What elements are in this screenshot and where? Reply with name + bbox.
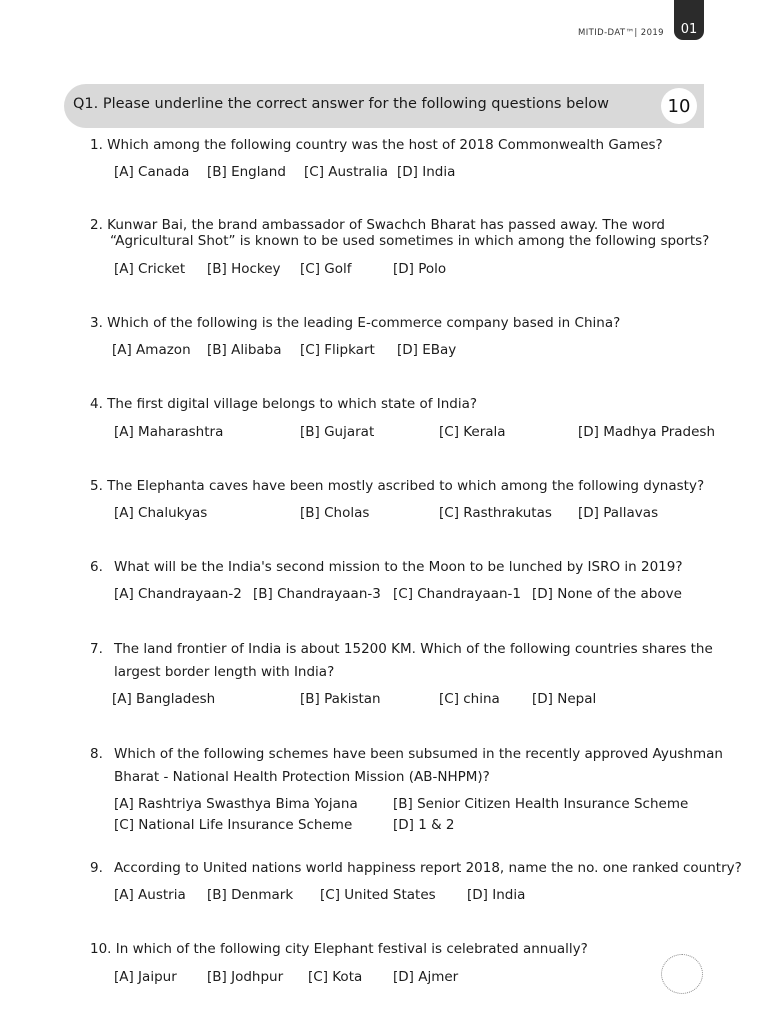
question-text: What will be the India's second mission to the Moon to be lunched by ISRO in 2019? xyxy=(114,559,683,575)
answer-option[interactable]: [A] Maharashtra xyxy=(114,424,224,440)
answer-option[interactable]: [B] Pakistan xyxy=(300,691,381,707)
answer-option[interactable]: [C] Chandrayaan-1 xyxy=(393,586,522,602)
answer-option[interactable]: [D] Madhya Pradesh xyxy=(578,424,716,440)
answer-option[interactable]: [C] Flipkart xyxy=(300,342,375,358)
answer-option[interactable]: [C] Kota xyxy=(308,969,363,985)
answer-option[interactable]: [A] Amazon xyxy=(112,342,191,358)
section-title: Q1. Please underline the correct answer for the following questions below xyxy=(73,96,609,112)
answer-option[interactable]: [D] India xyxy=(397,164,456,180)
answer-option[interactable]: [D] Polo xyxy=(393,261,447,277)
answer-option[interactable]: [C] Kerala xyxy=(439,424,506,440)
question-text: Which of the following schemes have been subsumed in the recently approved Ayushman xyxy=(114,746,723,762)
answer-option[interactable]: [D] India xyxy=(467,887,526,903)
answer-option[interactable]: [D] Nepal xyxy=(532,691,597,707)
header-code: MITID-DAT™| 2019 xyxy=(578,28,664,38)
answer-option[interactable]: [C] United States xyxy=(320,887,436,903)
question-text-continued: “Agricultural Shot” is known to be used sometimes in which among the following sports? xyxy=(110,233,710,249)
question-number: 6. xyxy=(90,559,103,575)
question-text-continued: largest border length with India? xyxy=(114,664,335,680)
question-text-continued: Bharat - National Health Protection Mission (AB-NHPM)? xyxy=(114,769,490,785)
question-text: 1. Which among the following country was the host of 2018 Commonwealth Games? xyxy=(90,137,663,153)
answer-option[interactable]: [A] Bangladesh xyxy=(112,691,216,707)
answer-option[interactable]: [D] None of the above xyxy=(532,586,682,602)
question-number: 7. xyxy=(90,641,103,657)
answer-option[interactable]: [A] Chalukyas xyxy=(114,505,208,521)
question-text: 5. The Elephanta caves have been mostly ascribed to which among the following dynasty? xyxy=(90,478,705,494)
answer-option[interactable]: [C] china xyxy=(439,691,500,707)
answer-option[interactable]: [B] Denmark xyxy=(207,887,294,903)
answer-option[interactable]: [B] Hockey xyxy=(207,261,281,277)
page-number: 01 xyxy=(680,22,698,37)
answer-option[interactable]: [A] Canada xyxy=(114,164,190,180)
answer-option[interactable]: [A] Rashtriya Swasthya Bima Yojana xyxy=(114,796,358,812)
question-text: According to United nations world happiness report 2018, name the no. one ranked country? xyxy=(114,860,742,876)
question-text: 3. Which of the following is the leading E-commerce company based in China? xyxy=(90,315,621,331)
answer-option[interactable]: [A] Chandrayaan-2 xyxy=(114,586,242,602)
question-banner xyxy=(64,84,704,128)
answer-option[interactable]: [B] Cholas xyxy=(300,505,370,521)
question-text: 4. The first digital village belongs to which state of India? xyxy=(90,396,478,412)
answer-option[interactable]: [D] EBay xyxy=(397,342,457,358)
answer-option[interactable]: [B] Gujarat xyxy=(300,424,375,440)
answer-option[interactable]: [B] Alibaba xyxy=(207,342,282,358)
question-text: 10. In which of the following city Elephant festival is celebrated annually? xyxy=(90,941,588,957)
answer-option[interactable]: [A] Austria xyxy=(114,887,186,903)
score-circle xyxy=(661,954,703,994)
answer-option[interactable]: [C] Rasthrakutas xyxy=(439,505,552,521)
answer-option[interactable]: [D] 1 & 2 xyxy=(393,817,455,833)
marks-badge: 10 xyxy=(661,88,697,124)
answer-option[interactable]: [C] National Life Insurance Scheme xyxy=(114,817,353,833)
question-number: 9. xyxy=(90,860,103,876)
answer-option[interactable]: [B] England xyxy=(207,164,286,180)
question-text: 2. Kunwar Bai, the brand ambassador of Swachch Bharat has passed away. The word xyxy=(90,217,665,233)
answer-option[interactable]: [A] Jaipur xyxy=(114,969,177,985)
answer-option[interactable]: [B] Senior Citizen Health Insurance Scheme xyxy=(393,796,689,812)
answer-option[interactable]: [B] Jodhpur xyxy=(207,969,284,985)
answer-option[interactable]: [C] Australia xyxy=(304,164,388,180)
answer-option[interactable]: [B] Chandrayaan-3 xyxy=(253,586,381,602)
page-number-tab xyxy=(674,0,704,40)
answer-option[interactable]: [D] Ajmer xyxy=(393,969,459,985)
answer-option[interactable]: [C] Golf xyxy=(300,261,352,277)
question-number: 8. xyxy=(90,746,103,762)
answer-option[interactable]: [A] Cricket xyxy=(114,261,186,277)
question-text: The land frontier of India is about 15200 KM. Which of the following countries shares the xyxy=(114,641,713,657)
answer-option[interactable]: [D] Pallavas xyxy=(578,505,659,521)
